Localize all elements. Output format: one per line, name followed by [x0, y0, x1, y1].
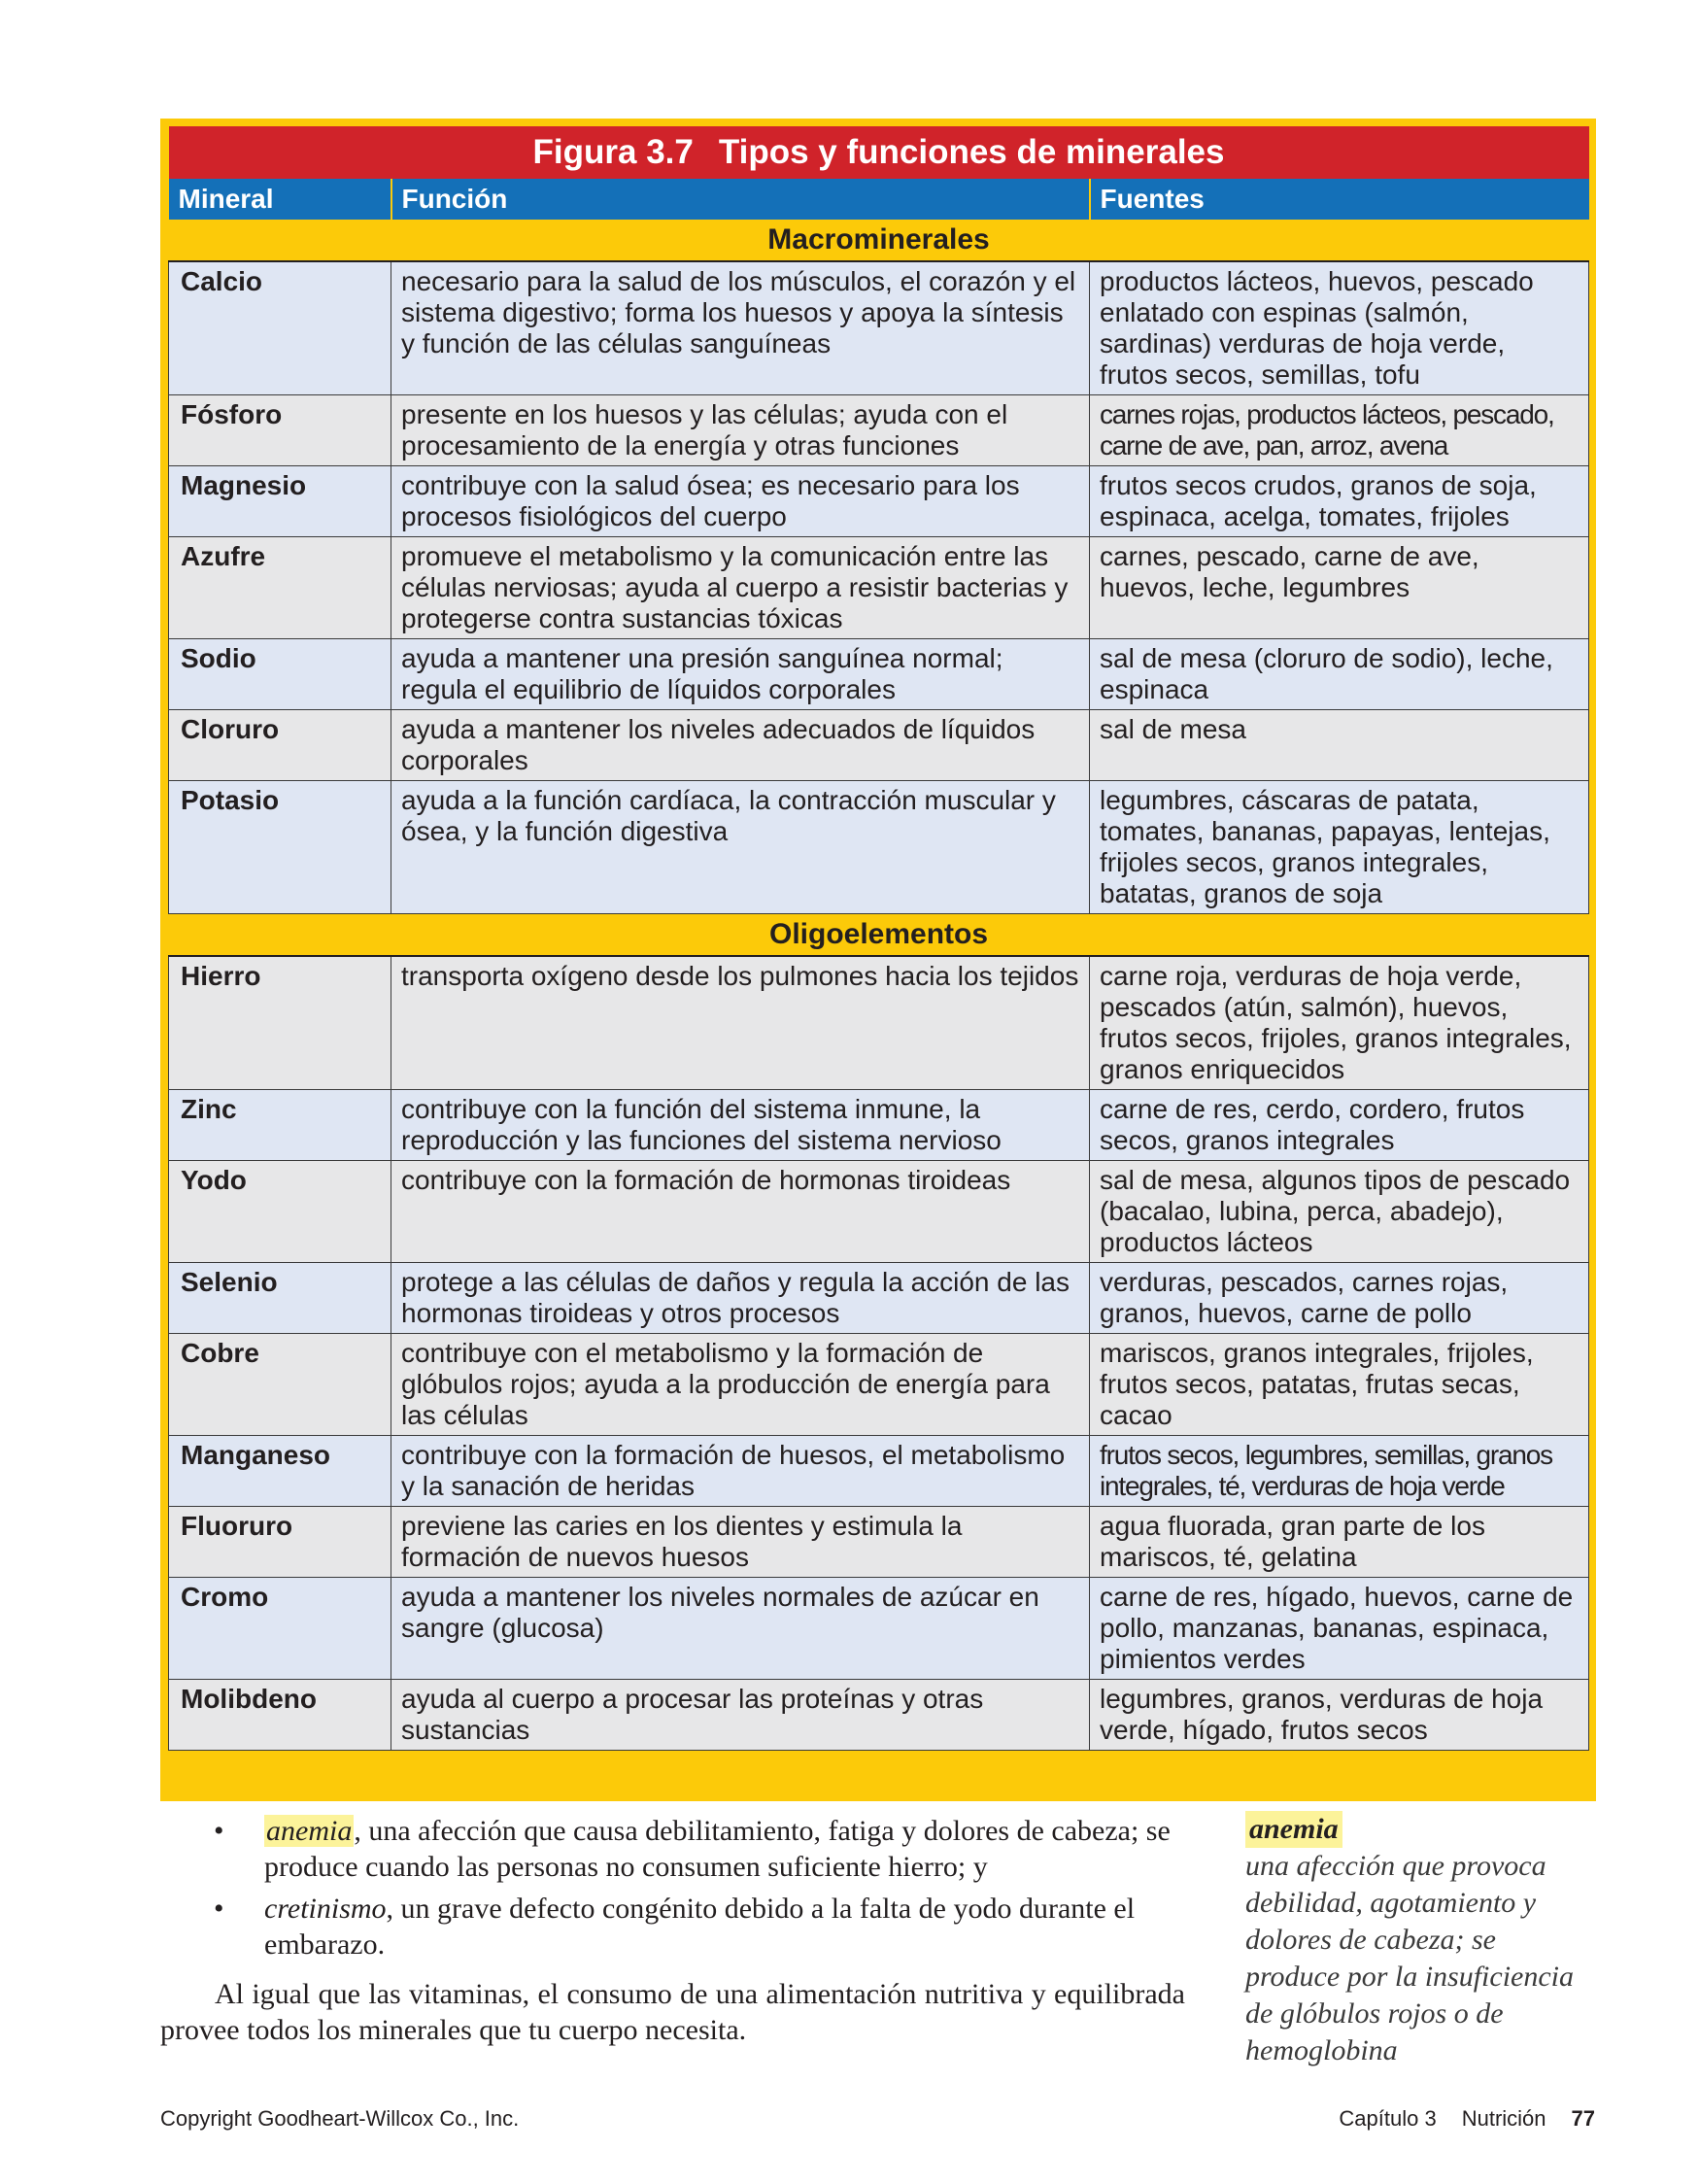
table-row [169, 639, 1589, 710]
table-row [169, 261, 1589, 395]
table-row [169, 395, 1589, 466]
mineral-cell: Fósforo [169, 395, 391, 466]
closing-paragraph: Al igual que las vitaminas, el consumo de una alimentación nutritiva y equilibrada provee todos los minerales que tu cuerpo necesita. [160, 1978, 1185, 2046]
mineral-cell: Calcio [169, 261, 391, 395]
glossary-term: anemia [1245, 1811, 1342, 1848]
footer-page-info [1313, 2106, 1595, 2132]
figure-number: Figura 3.7 [532, 133, 694, 171]
table-row [169, 956, 1589, 1090]
mineral-cell: Magnesio [169, 466, 391, 537]
cretinismo-term: cretinismo [264, 1893, 387, 1925]
figure-title-row [169, 126, 1589, 179]
anemia-term-link[interactable]: anemia [266, 1815, 353, 1847]
sources-cell: legumbres, cáscaras de patata, tomates, bananas, papayas, lentejas, frijoles secos, granos integrales, batatas, granos de soja [1090, 781, 1589, 914]
mineral-cell: Cobre [169, 1334, 391, 1436]
function-cell: protege a las células de daños y regula la acción de las hormonas tiroideas y otros procesos [391, 1263, 1090, 1334]
sources-cell: carnes, pescado, carne de ave, huevos, leche, legumbres [1090, 537, 1589, 639]
function-cell: contribuye con la salud ósea; es necesario para los procesos fisiológicos del cuerpo [391, 466, 1090, 537]
footer-chapter: Capítulo 3 [1339, 2106, 1437, 2131]
mineral-cell: Potasio [169, 781, 391, 914]
table-row [169, 1263, 1589, 1334]
table-row [169, 1090, 1589, 1161]
function-cell: presente en los huesos y las células; ayuda con el procesamiento de la energía y otras funciones [391, 395, 1090, 466]
sources-cell: frutos secos, legumbres, semillas, granos integrales, té, verduras de hoja verde [1090, 1436, 1589, 1507]
bullet-cretinismo [160, 1891, 1185, 1962]
function-cell: contribuye con el metabolismo y la formación de glóbulos rojos; ayuda a la producción de energía para las células [391, 1334, 1090, 1436]
table-row [169, 1680, 1589, 1751]
function-cell: contribuye con la formación de huesos, el metabolismo y la sanación de heridas [391, 1436, 1090, 1507]
mineral-cell: Azufre [169, 537, 391, 639]
sources-cell: sal de mesa, algunos tipos de pescado (bacalao, lubina, perca, abadejo), productos lácteos [1090, 1161, 1589, 1263]
section-row [169, 220, 1589, 261]
minerals-table [168, 126, 1589, 1751]
mineral-cell: Selenio [169, 1263, 391, 1334]
mineral-cell: Fluoruro [169, 1507, 391, 1578]
table-row [169, 1507, 1589, 1578]
table-row [169, 1161, 1589, 1263]
glossary-definition: una afección que provoca debilidad, agotamiento y dolores de cabeza; se produce por la insuficiencia de glóbulos rojos o de hemoglobina [1245, 1850, 1574, 2066]
mineral-cell: Zinc [169, 1090, 391, 1161]
function-cell: contribuye con la formación de hormonas tiroideas [391, 1161, 1090, 1263]
section-row [169, 914, 1589, 957]
bullet-anemia-text: , una afección que causa debilitamiento, fatiga y dolores de cabeza; se produce cuando las personas no consumen suficiente hierro; y [264, 1815, 1171, 1883]
function-cell: necesario para la salud de los músculos, el corazón y el sistema digestivo; forma los huesos y apoya la síntesis y función de las células sanguíneas [391, 261, 1090, 395]
sources-cell: agua fluorada, gran parte de los mariscos, té, gelatina [1090, 1507, 1589, 1578]
table-row [169, 1334, 1589, 1436]
bullet-anemia [160, 1813, 1185, 1885]
sources-cell: carne roja, verduras de hoja verde, pescados (atún, salmón), huevos, frutos secos, frijoles, granos integrales, granos enriquecidos [1090, 956, 1589, 1090]
mineral-cell: Hierro [169, 956, 391, 1090]
sources-cell: legumbres, granos, verduras de hoja verde, hígado, frutos secos [1090, 1680, 1589, 1751]
footer-section: Nutrición [1461, 2106, 1546, 2131]
function-cell: ayuda al cuerpo a procesar las proteínas y otras sustancias [391, 1680, 1090, 1751]
function-cell: contribuye con la función del sistema inmune, la reproducción y las funciones del sistema nervioso [391, 1090, 1090, 1161]
body-text [160, 1813, 1185, 2048]
section-title: Oligoelementos [169, 914, 1589, 957]
glossary-sidebar [1245, 1811, 1595, 2069]
sources-cell: sal de mesa (cloruro de sodio), leche, espinaca [1090, 639, 1589, 710]
table-row [169, 1436, 1589, 1507]
sources-cell: frutos secos crudos, granos de soja, espinaca, acelga, tomates, frijoles [1090, 466, 1589, 537]
table-row [169, 1578, 1589, 1680]
mineral-cell: Manganeso [169, 1436, 391, 1507]
sources-cell: carne de res, hígado, huevos, carne de pollo, manzanas, bananas, espinaca, pimientos verdes [1090, 1578, 1589, 1680]
function-cell: ayuda a mantener los niveles normales de azúcar en sangre (glucosa) [391, 1578, 1090, 1680]
figure-title [169, 126, 1589, 179]
mineral-cell: Cromo [169, 1578, 391, 1680]
column-header-fuentes: Fuentes [1090, 179, 1589, 220]
sources-cell: sal de mesa [1090, 710, 1589, 781]
function-cell: previene las caries en los dientes y estimula la formación de nuevos huesos [391, 1507, 1090, 1578]
sources-cell: carne de res, cerdo, cordero, frutos secos, granos integrales [1090, 1090, 1589, 1161]
section-title: Macrominerales [169, 220, 1589, 261]
figure-title-text: Tipos y funciones de minerales [718, 133, 1225, 171]
footer-copyright: Copyright Goodheart-Willcox Co., Inc. [160, 2106, 520, 2131]
bullet-dot: • [214, 1815, 224, 1847]
page-number: 77 [1571, 2106, 1595, 2131]
sources-cell: productos lácteos, huevos, pescado enlatado con espinas (salmón, sardinas) verduras de hoja verde, frutos secos, semillas, tofu [1090, 261, 1589, 395]
mineral-figure [160, 119, 1596, 1801]
sources-cell: carnes rojas, productos lácteos, pescado, carne de ave, pan, arroz, avena [1090, 395, 1589, 466]
bullet-dot: • [214, 1893, 224, 1925]
function-cell: ayuda a mantener los niveles adecuados de líquidos corporales [391, 710, 1090, 781]
mineral-cell: Sodio [169, 639, 391, 710]
sources-cell: verduras, pescados, carnes rojas, granos, huevos, carne de pollo [1090, 1263, 1589, 1334]
table-row [169, 537, 1589, 639]
column-header-mineral: Mineral [169, 179, 391, 220]
mineral-cell: Yodo [169, 1161, 391, 1263]
table-row [169, 781, 1589, 914]
column-header-row [169, 179, 1589, 220]
sources-cell: mariscos, granos integrales, frijoles, frutos secos, patatas, frutas secas, cacao [1090, 1334, 1589, 1436]
function-cell: promueve el metabolismo y la comunicación entre las células nerviosas; ayuda al cuerpo a resistir bacterias y protegerse contra sustancias tóxicas [391, 537, 1090, 639]
bullet-cretinismo-text: , un grave defecto congénito debido a la falta de yodo durante el embarazo. [264, 1893, 1136, 1961]
table-row [169, 710, 1589, 781]
column-header-funcion: Función [391, 179, 1090, 220]
function-cell: ayuda a la función cardíaca, la contracción muscular y ósea, y la función digestiva [391, 781, 1090, 914]
mineral-cell: Cloruro [169, 710, 391, 781]
mineral-cell: Molibdeno [169, 1680, 391, 1751]
function-cell: transporta oxígeno desde los pulmones hacia los tejidos [391, 956, 1090, 1090]
function-cell: ayuda a mantener una presión sanguínea normal; regula el equilibrio de líquidos corporales [391, 639, 1090, 710]
table-row [169, 466, 1589, 537]
